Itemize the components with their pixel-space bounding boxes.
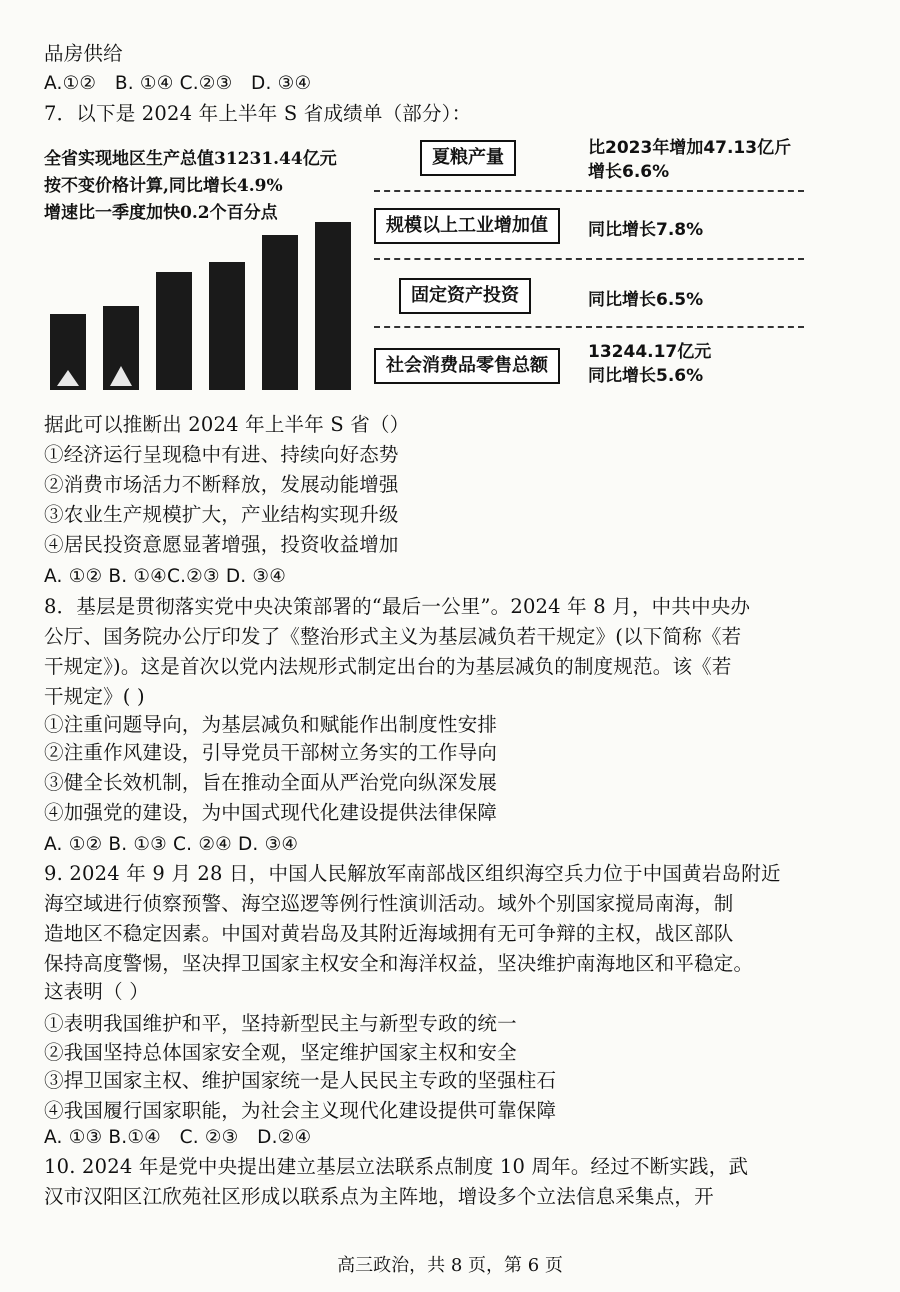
q10-stem: 10. 2024 年是党中央提出建立基层立法联系点制度 10 周年。经过不断实践，武 [44,1155,749,1178]
q8-stem: 干规定》( ) [44,685,145,708]
item-label-box: 夏粮产量 [420,140,516,176]
q9-choice: ③捍卫国家主权、维护国家统一是人民民主专政的坚强柱石 [44,1069,557,1092]
divider [374,190,804,192]
gdp-line: 增速比一季度加快0.2个百分点 [44,203,278,223]
q9-choice: ①表明我国维护和平，坚持新型民主与新型专政的统一 [44,1012,517,1035]
item-label-box: 社会消费品零售总额 [374,348,560,384]
gdp-summary [44,146,337,227]
q6-options: A.①② B. ①④ C.②③ D. ③④ [44,73,312,94]
item-value: 同比增长6.5% [588,290,704,310]
item-value-line: 增长6.6% [588,162,670,182]
gdp-line: 按不变价格计算,同比增长4.9% [44,176,283,196]
q7-choice: ③农业生产规模扩大，产业结构实现升级 [44,503,399,526]
q7-stem: 7．以下是 2024 年上半年 S 省成绩单（部分）： [44,102,472,125]
q8-choice: ④加强党的建设，为中国式现代化建设提供法律保障 [44,801,498,824]
q9-choice: ②我国坚持总体国家安全观，坚定维护国家主权和安全 [44,1041,517,1064]
divider [374,326,804,328]
growth-bar [156,272,192,390]
q9-stem: 造地区不稳定因素。中国对黄岩岛及其附近海域拥有无可争辩的主权，战区部队 [44,922,734,945]
item-value [588,136,791,184]
growth-bar [315,222,351,390]
growth-bar-chart [50,222,360,390]
gdp-line: 全省实现地区生产总值31231.44亿元 [44,149,337,169]
up-arrow-icon [57,370,79,386]
q8-stem: 8．基层是贯彻落实党中央决策部署的“最后一公里”。2024 年 8 月，中共中央办 [44,595,751,618]
q9-stem: 海空域进行侦察预警、海空巡逻等例行性演训活动。域外个别国家搅局南海，制 [44,892,734,915]
q7-options: A. ①② B. ①④C.②③ D. ③④ [44,566,286,587]
item-label-box: 固定资产投资 [399,278,531,314]
up-arrow-icon [110,366,132,386]
q9-stem: 9. 2024 年 9 月 28 日，中国人民解放军南部战区组织海空兵力位于中国黄岩岛附近 [44,862,781,885]
q9-stem: 这表明（ ） [44,980,149,1003]
q7-choice: ①经济运行呈现稳中有进、持续向好态势 [44,443,399,466]
q8-options: A. ①② B. ①③ C. ②④ D. ③④ [44,834,299,855]
item-value: 同比增长7.8% [588,220,704,240]
q7-choice: ②消费市场活力不断释放，发展动能增强 [44,473,399,496]
q9-choice: ④我国履行国家职能，为社会主义现代化建设提供可靠保障 [44,1099,557,1122]
growth-bar [262,235,298,390]
growth-bar [50,314,86,390]
item-value [588,340,711,388]
q10-stem: 汉市汉阳区江欣苑社区形成以联系点为主阵地，增设多个立法信息采集点，开 [44,1185,714,1208]
item-value-line: 同比增长5.6% [588,366,704,386]
q8-stem: 公厅、国务院办公厅印发了《整治形式主义为基层减负若干规定》(以下简称《若 [44,625,742,648]
q9-options: A. ①③ B.①④ C. ②③ D.②④ [44,1127,312,1148]
item-value-line: 13244.17亿元 [588,342,712,362]
q9-stem: 保持高度警惕，坚决捍卫国家主权安全和海洋权益，坚决维护南海地区和平稳定。 [44,952,754,975]
q8-choice: ①注重问题导向，为基层减负和赋能作出制度性安排 [44,713,498,736]
page-footer: 高三政治，共 8 页，第 6 页 [337,1255,563,1276]
q8-choice: ②注重作风建设，引导党员干部树立务实的工作导向 [44,741,498,764]
q7-choice: ④居民投资意愿显著增强，投资收益增加 [44,533,399,556]
growth-bar [209,262,245,390]
q8-stem: 干规定》)。这是首次以党内法规形式制定出台的为基层减负的制度规范。该《若 [44,655,732,678]
divider [374,258,804,260]
growth-bar [103,306,139,390]
q8-choice: ③健全长效机制，旨在推动全面从严治党向纵深发展 [44,771,498,794]
item-value-line: 比2023年增加47.13亿斤 [588,138,792,158]
q7-question: 据此可以推断出 2024 年上半年 S 省（） [44,413,410,436]
q7-infographic [44,136,814,398]
text-line: 品房供给 [44,42,123,65]
item-label-box: 规模以上工业增加值 [374,208,560,244]
